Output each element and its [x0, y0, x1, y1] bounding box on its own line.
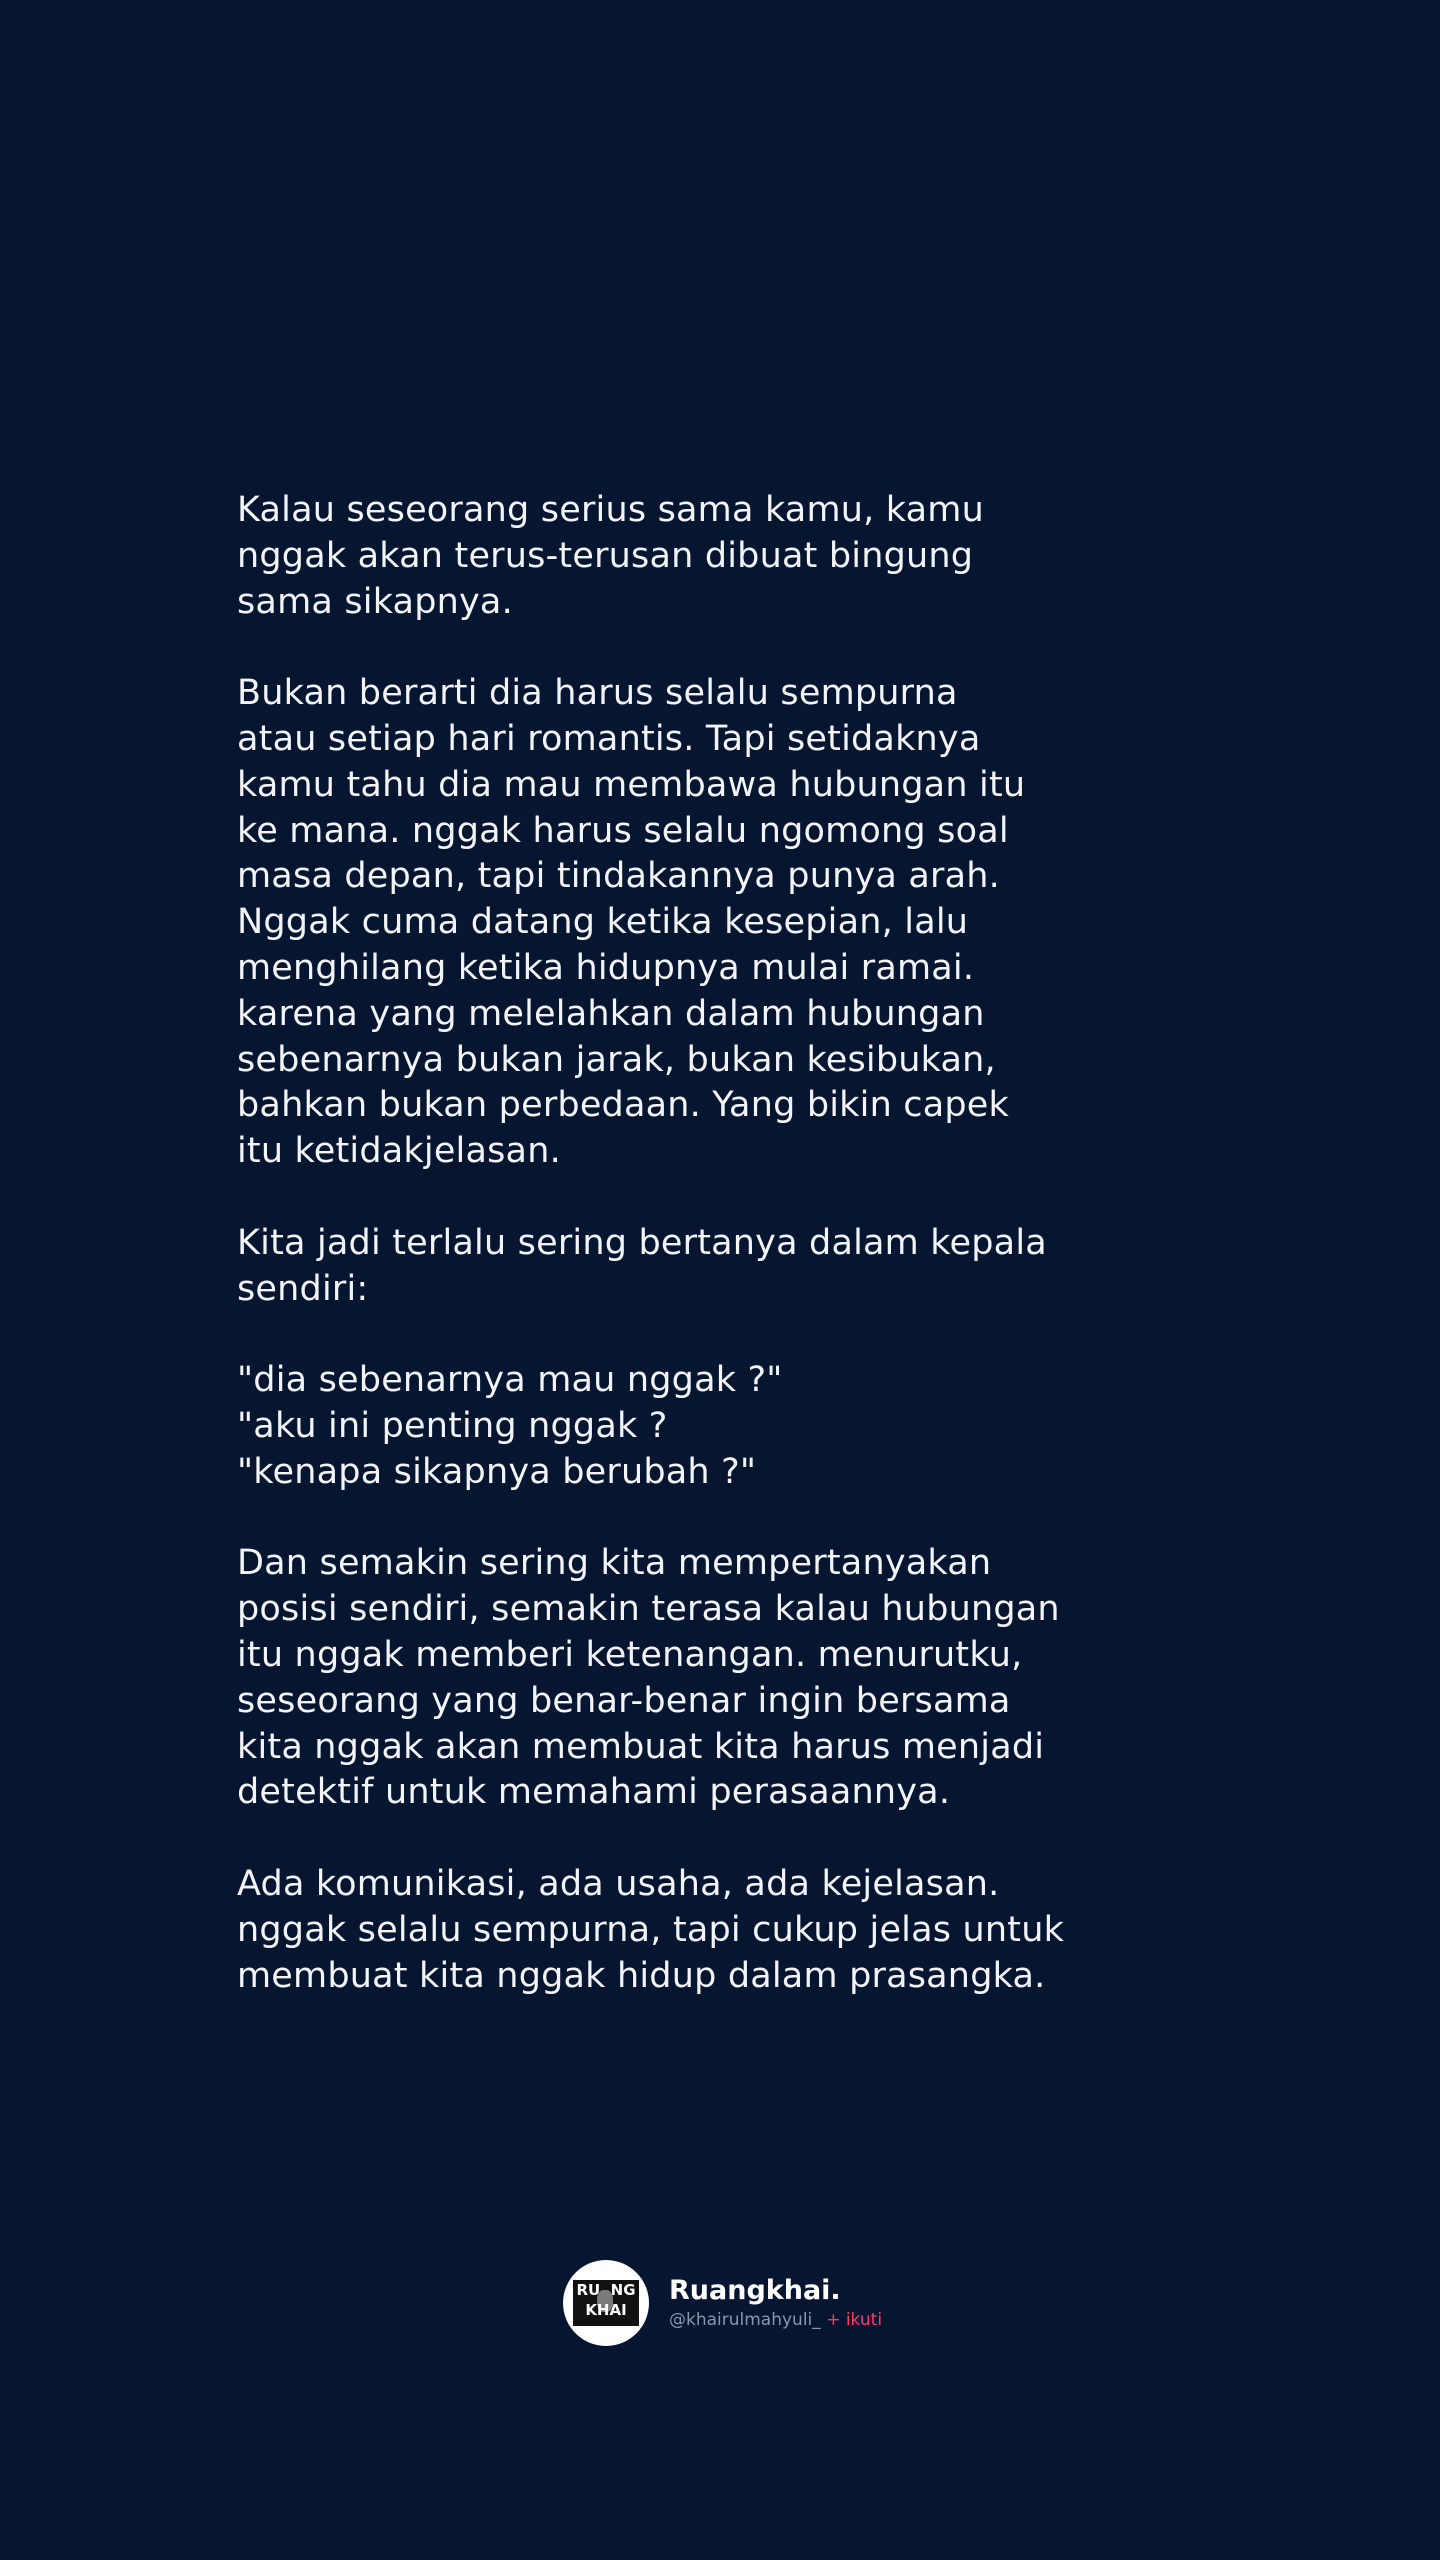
text-line: karena yang melelahkan dalam hubungan [237, 993, 985, 1034]
paragraph-5 [237, 1541, 1237, 1816]
ruangkhai-logo [573, 2280, 639, 2326]
text-line: nggak selalu sempurna, tapi cukup jelas untuk [237, 1909, 1065, 1950]
text-line: masa depan, tapi tindakannya punya arah. [237, 856, 1000, 897]
text-line: sama sikapnya. [237, 581, 513, 622]
text-line: menghilang ketika hidupnya mulai ramai. [237, 947, 975, 988]
text-line: sebenarnya bukan jarak, bukan kesibukan, [237, 1039, 996, 1080]
text-line: Kita jadi terlalu sering bertanya dalam kepala [237, 1222, 1047, 1263]
text-line: detektif untuk memahami perasaannya. [237, 1772, 951, 1813]
logo-line-2: KHAI [585, 2301, 627, 2319]
text-line: kita nggak akan membuat kita harus menjadi [237, 1726, 1045, 1767]
paragraph-1 [237, 488, 1237, 625]
text-line: Kalau seseorang serius sama kamu, kamu [237, 490, 984, 530]
paragraph-gap [237, 1496, 1237, 1542]
text-line: posisi sendiri, semakin terasa kalau hubungan [237, 1589, 1060, 1630]
text-line: membuat kita nggak hidup dalam prasangka. [237, 1955, 1046, 1996]
text-line: atau setiap hari romantis. Tapi setidaknya [237, 718, 981, 759]
paragraph-4 [237, 1358, 1237, 1495]
profile-text [669, 2274, 882, 2332]
paragraph-3 [237, 1221, 1237, 1313]
avatar[interactable] [563, 2260, 649, 2346]
profile-name[interactable]: Ruangkhai. [669, 2275, 841, 2306]
profile-handle[interactable]: @khairulmahyuli_ [669, 2310, 821, 2330]
text-line: itu ketidakjelasan. [237, 1131, 561, 1172]
follow-button[interactable]: + ikuti [826, 2310, 883, 2330]
text-line: Bukan berarti dia harus selalu sempurna [237, 673, 958, 714]
paragraph-gap [237, 1312, 1237, 1358]
text-line: nggak akan terus-terusan dibuat bingung [237, 535, 974, 576]
text-line: "dia sebenarnya mau nggak ?" [237, 1360, 783, 1401]
profile-badge[interactable] [563, 2258, 882, 2348]
logo-line-1: RU NG [576, 2281, 636, 2299]
text-line: sendiri: [237, 1268, 369, 1309]
text-line: "aku ini penting nggak ? [237, 1405, 668, 1446]
post-body [237, 488, 1237, 1999]
text-line: kamu tahu dia mau membawa hubungan itu [237, 764, 1026, 805]
text-line: Nggak cuma datang ketika kesepian, lalu [237, 902, 969, 943]
text-line: itu nggak memberi ketenangan. menurutku, [237, 1634, 1023, 1675]
profile-subline [669, 2308, 882, 2332]
text-line: Ada komunikasi, ada usaha, ada kejelasan. [237, 1863, 1000, 1904]
text-line: ke mana. nggak harus selalu ngomong soal [237, 810, 1009, 851]
paragraph-gap [237, 625, 1237, 671]
text-line: bahkan bukan perbedaan. Yang bikin capek [237, 1085, 1009, 1126]
text-line: Dan semakin sering kita mempertanyakan [237, 1543, 992, 1584]
text-line: seseorang yang benar-benar ingin bersama [237, 1680, 1011, 1721]
paragraph-6 [237, 1862, 1237, 1999]
text-line: "kenapa sikapnya berubah ?" [237, 1451, 757, 1492]
paragraph-gap [237, 1816, 1237, 1862]
paragraph-2 [237, 671, 1237, 1175]
paragraph-gap [237, 1175, 1237, 1221]
